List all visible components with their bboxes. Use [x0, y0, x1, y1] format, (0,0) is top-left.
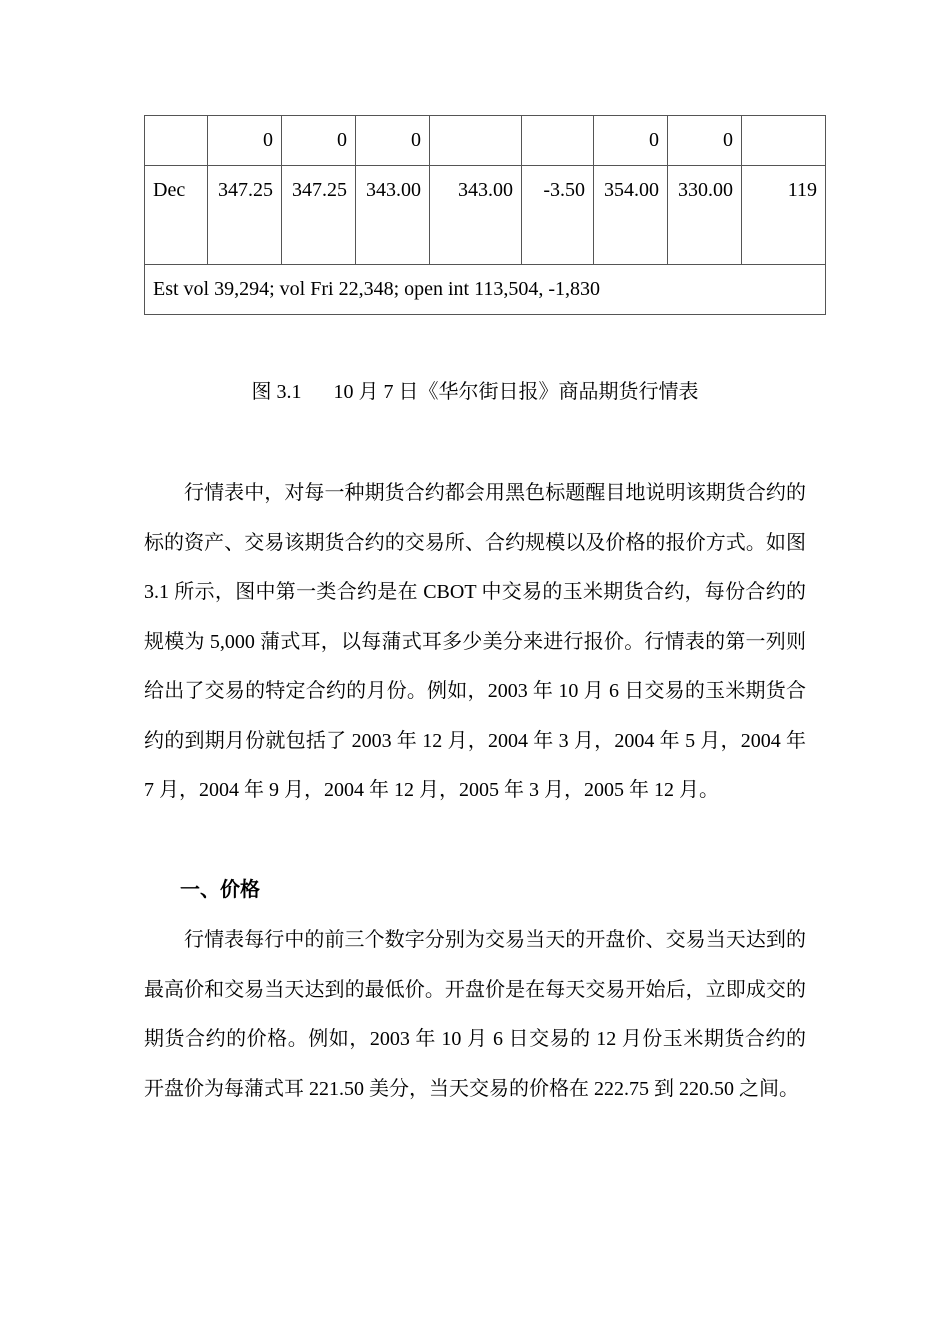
- table-cell: 0: [668, 116, 742, 166]
- futures-quote-table: [144, 115, 826, 315]
- figure-number: 图 3.1: [251, 381, 302, 403]
- table-cell: 0: [282, 116, 356, 166]
- table-cell: [522, 116, 594, 166]
- volume-summary: Est vol 39,294; vol Fri 22,348; open int 113,504, -1,830: [145, 265, 826, 315]
- change-cell: -3.50: [522, 166, 594, 265]
- low-price-cell: 343.00: [356, 166, 430, 265]
- lifetime-low-cell: 330.00: [668, 166, 742, 265]
- table-cell: [742, 116, 826, 166]
- table-cell: [145, 116, 208, 166]
- table-cell: 0: [208, 116, 282, 166]
- open-interest-cell: 119: [742, 166, 826, 265]
- table-summary-row: [145, 265, 826, 315]
- section-heading: 一、价格: [180, 879, 260, 901]
- paragraph-intro: [144, 469, 806, 816]
- paragraph-price: [144, 916, 806, 1114]
- table-row-dec: [145, 166, 826, 265]
- table-cell: 0: [594, 116, 668, 166]
- settle-price-cell: 343.00: [430, 166, 522, 265]
- month-cell: Dec: [145, 166, 208, 265]
- table-row: [145, 116, 826, 166]
- figure-caption: [0, 376, 950, 408]
- open-price-cell: 347.25: [208, 166, 282, 265]
- paragraph-text: 行情表中，对每一种期货合约都会用黑色标题醒目地说明该期货合约的标的资产、交易该期货合约的交易所、合约规模以及价格的报价方式。如图 3.1 所示，图中第一类合约是在 CBOT 中交易的玉米期货合约，每份合约的规模为 5,000 蒲式耳，以每蒲式耳多少美分来进行报价。行情表的第一列则给出了交易的特定合约的月份。例如，2003 年 10 月 6 日交易的玉米期货合约的到期月份就包括了 2003 年 12 月，2004 年 3 月，2004 年 5 月，2004 年 7 月，2004 年 9 月，2004 年 12 月，2005 年 3 月，2005 年 12 月。: [144, 482, 806, 801]
- high-price-cell: 347.25: [282, 166, 356, 265]
- table-cell: 0: [356, 116, 430, 166]
- table-cell: [430, 116, 522, 166]
- paragraph-text: 行情表每行中的前三个数字分别为交易当天的开盘价、交易当天达到的最高价和交易当天达到的最低价。开盘价是在每天交易开始后，立即成交的期货合约的价格。例如，2003 年 10 月 6 日交易的 12 月份玉米期货合约的开盘价为每蒲式耳 221.50 美分，当天交易的价格在 222.75 到 220.50 之间。: [144, 929, 806, 1100]
- lifetime-high-cell: 354.00: [594, 166, 668, 265]
- figure-title: 10 月 7 日《华尔街日报》商品期货行情表: [333, 381, 699, 403]
